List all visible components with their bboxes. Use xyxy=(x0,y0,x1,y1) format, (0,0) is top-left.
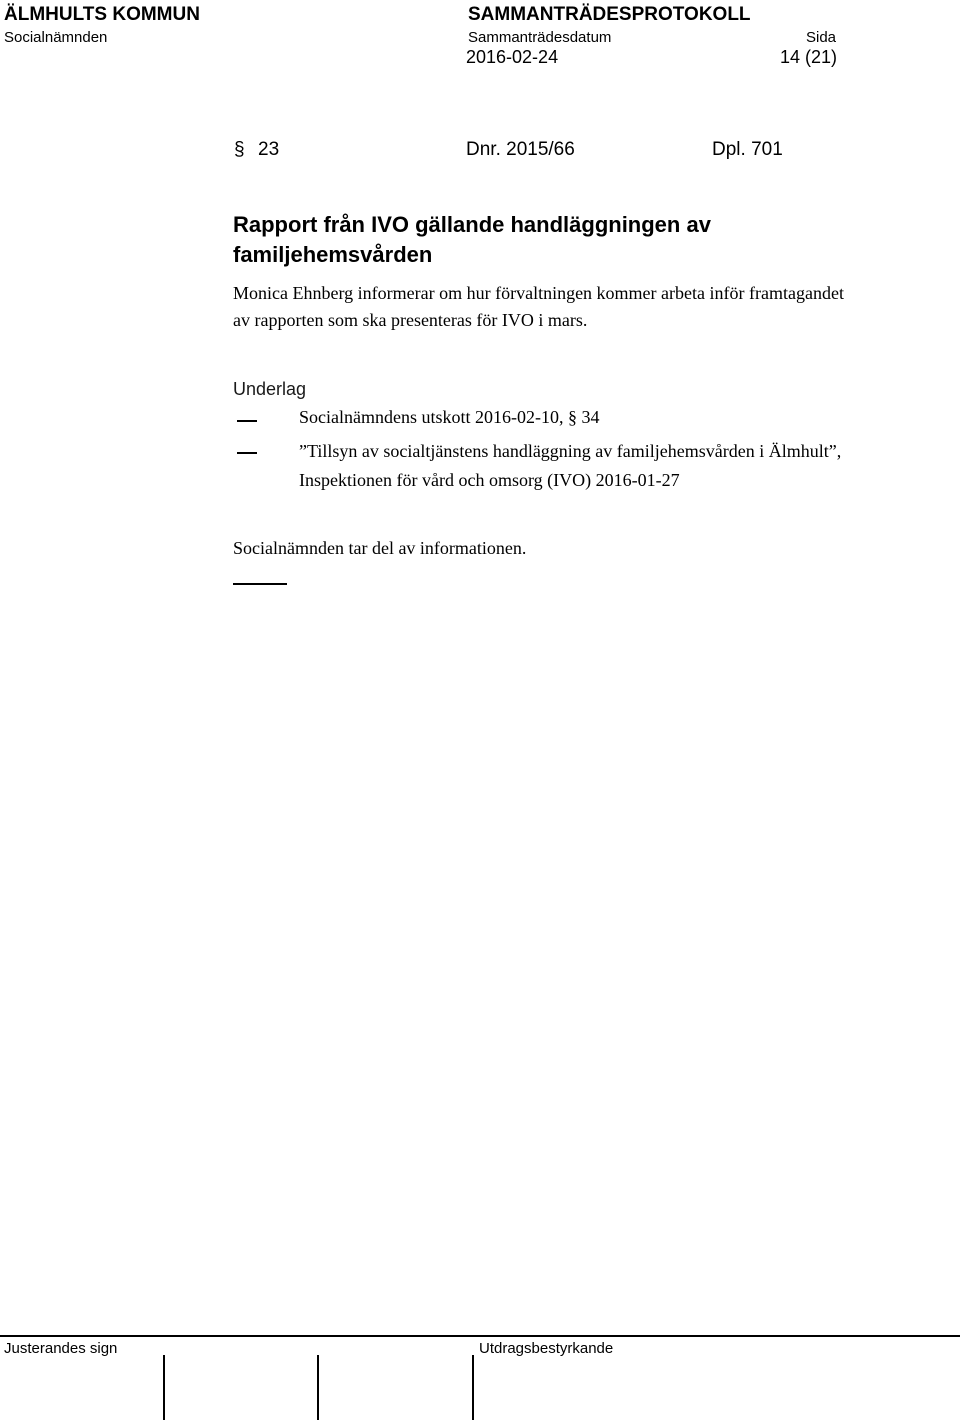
signature-divider xyxy=(472,1355,474,1420)
underlag-item: Socialnämndens utskott 2016-02-10, § 34 xyxy=(299,407,600,427)
signature-divider xyxy=(163,1355,165,1420)
paragraph-reference-line xyxy=(234,139,783,161)
list-dash xyxy=(237,420,257,422)
page-number: 14 (21) xyxy=(780,47,838,67)
dnr-number: Dnr. 2015/66 xyxy=(466,139,575,160)
item-title: Rapport från IVO gällande handläggningen av familjehemsvården xyxy=(233,212,711,267)
footer-rule xyxy=(0,1335,960,1337)
signature-divider xyxy=(317,1355,319,1420)
document-type: SAMMANTRÄDESPROTOKOLL xyxy=(468,4,751,25)
section-symbol: § xyxy=(234,139,245,160)
organization-name: ÄLMHULTS KOMMUN xyxy=(4,4,200,25)
board-name: Socialnämnden xyxy=(4,29,108,46)
paragraph-number: 23 xyxy=(258,139,280,160)
underlag-item: ”Tillsyn av socialtjänstens handläggning av familjehemsvården i Älmhult”, Inspektionen för vård och omsorg (IVO) 2016-01-27 xyxy=(299,441,842,490)
list-dash xyxy=(237,452,257,454)
meeting-date-label: Sammanträdesdatum xyxy=(468,29,612,46)
meeting-date: 2016-02-24 xyxy=(466,47,559,67)
dpl-number: Dpl. 701 xyxy=(712,139,783,160)
item-intro-text: Monica Ehnberg informerar om hur förvaltningen kommer arbeta inför framtagandet av rapporten som ska presenteras för IVO i mars. xyxy=(233,283,844,330)
decision-text: Socialnämnden tar del av informationen. xyxy=(233,538,527,558)
end-rule xyxy=(233,583,287,585)
justerandes-sign-label: Justerandes sign xyxy=(4,1340,118,1357)
utdragsbestyrkande-label: Utdragsbestyrkande xyxy=(479,1340,614,1357)
underlag-heading: Underlag xyxy=(233,379,307,399)
page-label: Sida xyxy=(806,29,837,46)
